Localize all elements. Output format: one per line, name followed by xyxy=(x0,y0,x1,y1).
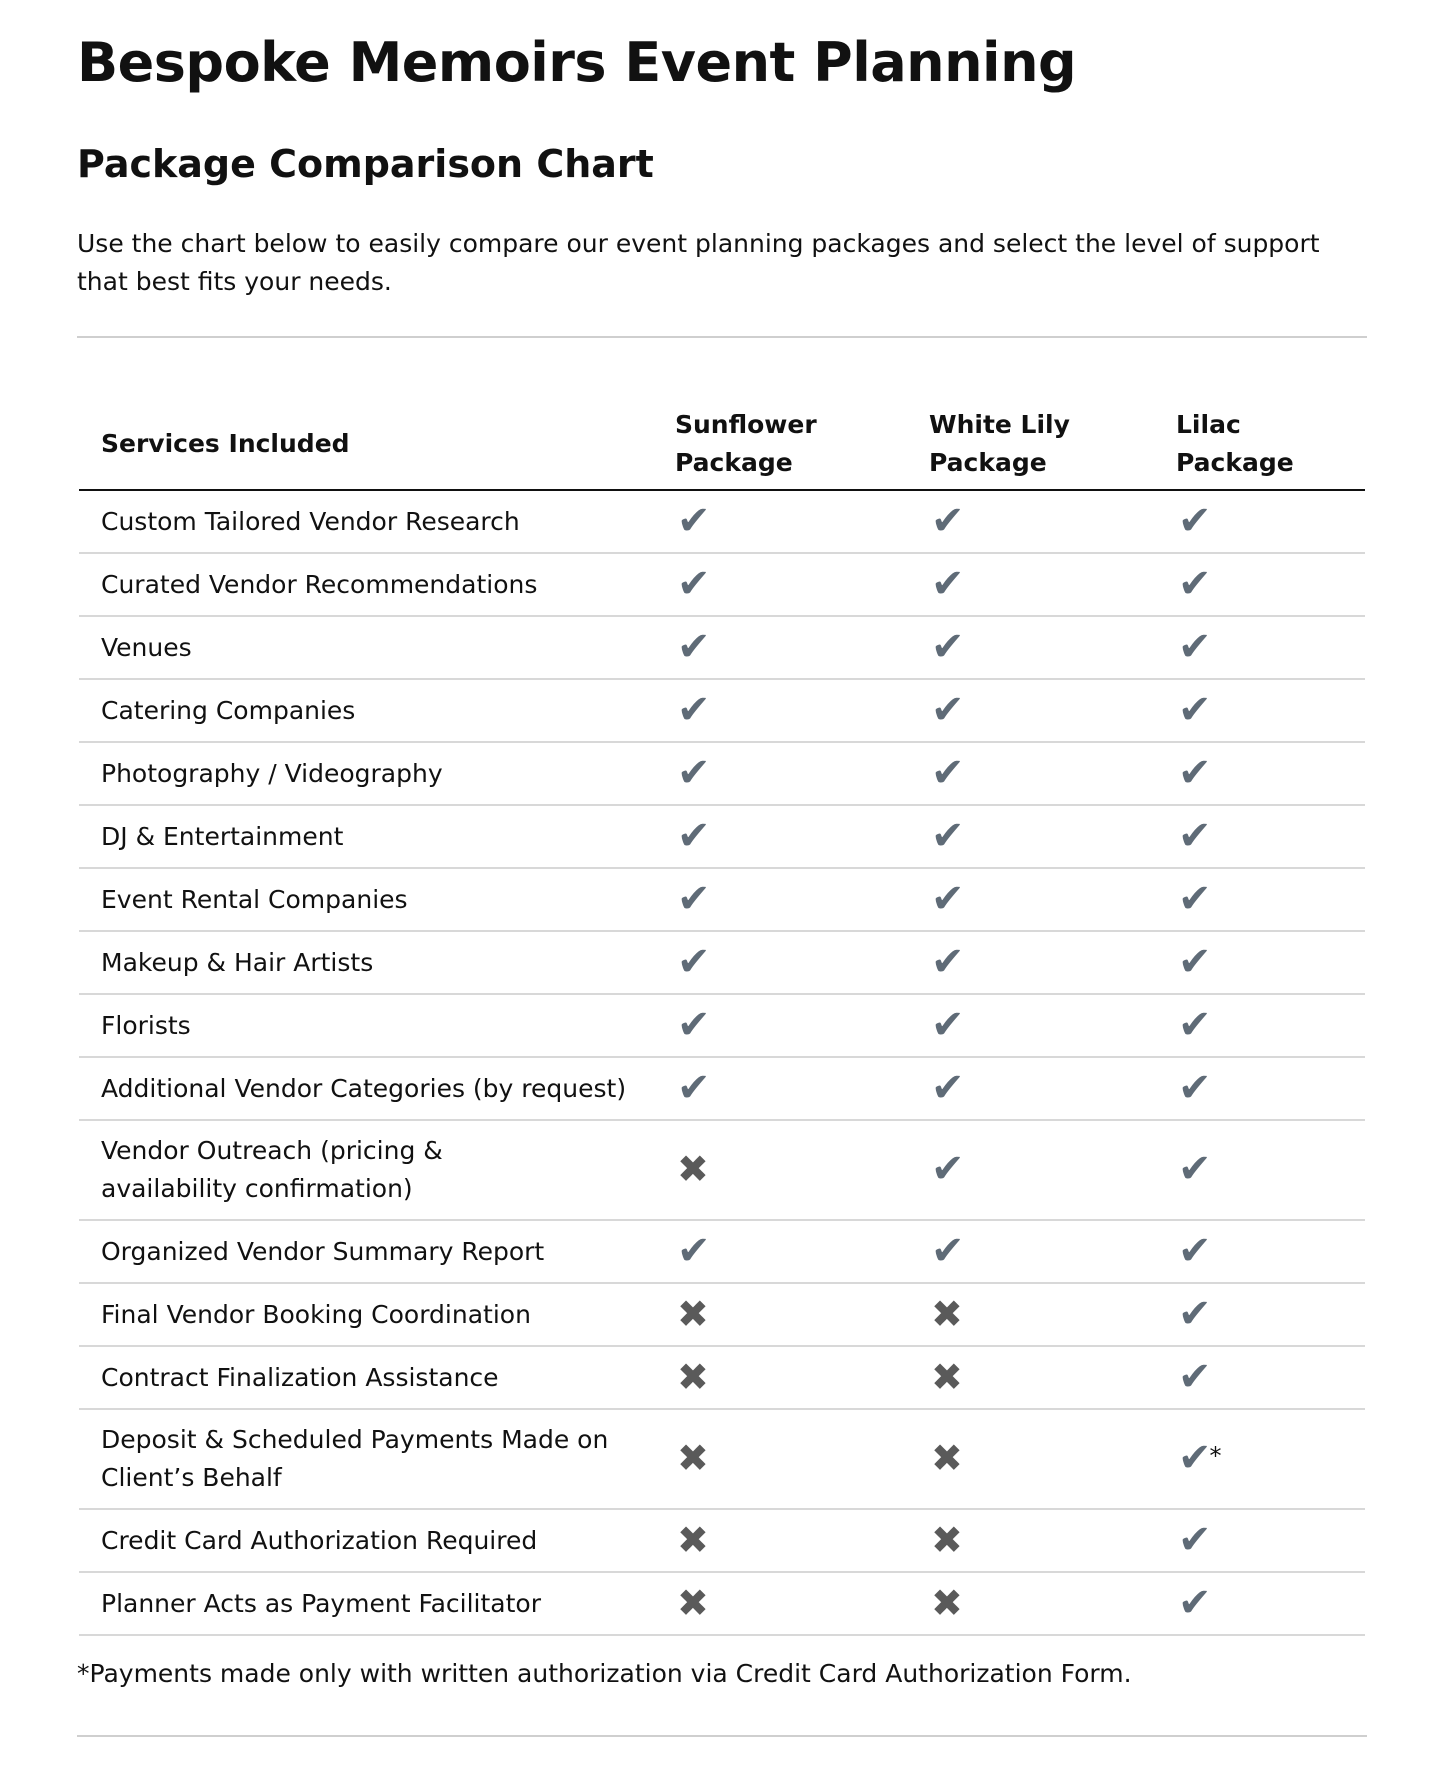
service-name: Florists xyxy=(79,994,675,1057)
checkmark-icon: ✔ xyxy=(931,623,965,670)
checkmark-icon: ✔ xyxy=(1178,1435,1212,1481)
cell-lilac xyxy=(1176,868,1365,931)
cell-sunflower xyxy=(675,931,929,994)
service-name: Vendor Outreach (pricing & availability confirmation) xyxy=(79,1120,675,1220)
checkmark-icon: ✔ xyxy=(931,875,965,922)
checkmark-icon: ✔ xyxy=(677,812,711,859)
cell-sunflower xyxy=(675,1409,929,1509)
service-name: Curated Vendor Recommendations xyxy=(79,553,675,616)
cross-icon: ✖ xyxy=(677,1436,709,1480)
table-row xyxy=(79,805,1365,868)
table-row xyxy=(79,931,1365,994)
cell-lilac xyxy=(1176,1572,1365,1635)
column-header-sunflower xyxy=(675,398,929,490)
service-name: Event Rental Companies xyxy=(79,868,675,931)
table-row xyxy=(79,490,1365,553)
cross-icon: ✖ xyxy=(931,1517,963,1562)
cell-white-lily xyxy=(929,679,1176,742)
checkmark-icon: ✔ xyxy=(1178,1516,1212,1563)
cell-sunflower xyxy=(675,742,929,805)
cell-white-lily xyxy=(929,1572,1176,1635)
cell-white-lily xyxy=(929,616,1176,679)
cell-sunflower xyxy=(675,490,929,553)
checkmark-icon: ✔ xyxy=(1178,560,1212,607)
cell-lilac xyxy=(1176,1120,1365,1220)
cell-white-lily xyxy=(929,868,1176,931)
cross-icon: ✖ xyxy=(677,1291,709,1336)
service-name: Planner Acts as Payment Facilitator xyxy=(79,1572,675,1635)
cross-icon: ✖ xyxy=(931,1436,963,1480)
cell-white-lily xyxy=(929,994,1176,1057)
cell-sunflower xyxy=(675,679,929,742)
table-row xyxy=(79,1409,1365,1509)
cross-icon: ✖ xyxy=(677,1580,709,1625)
checkmark-icon: ✔ xyxy=(931,1227,965,1274)
service-name: Organized Vendor Summary Report xyxy=(79,1220,675,1283)
table-row xyxy=(79,1509,1365,1572)
checkmark-icon: ✔ xyxy=(931,560,965,607)
table-row xyxy=(79,1220,1365,1283)
intro-text: Use the chart below to easily compare our event planning packages and select the level of support that best fits your needs. xyxy=(77,229,1320,296)
checkmark-icon: ✔ xyxy=(1178,875,1212,922)
checkmark-icon: ✔ xyxy=(1178,1290,1212,1337)
column-header-sunflower-label: Sunflower Package xyxy=(675,409,817,477)
cell-sunflower xyxy=(675,1283,929,1346)
column-header-lilac-label: Lilac Package xyxy=(1176,409,1294,477)
table-row xyxy=(79,1572,1365,1635)
checkmark-icon: ✔ xyxy=(1178,1579,1212,1626)
checkmark-icon: ✔ xyxy=(931,812,965,859)
checkmark-icon: ✔ xyxy=(1178,1001,1212,1048)
cell-sunflower xyxy=(675,868,929,931)
cell-sunflower xyxy=(675,1572,929,1635)
checkmark-icon: ✔ xyxy=(677,938,711,985)
checkmark-icon: ✔ xyxy=(1178,749,1212,796)
cell-lilac xyxy=(1176,1509,1365,1572)
cell-white-lily xyxy=(929,931,1176,994)
service-name: DJ & Entertainment xyxy=(79,805,675,868)
column-header-lilac xyxy=(1176,398,1365,490)
checkmark-icon: ✔ xyxy=(677,749,711,796)
chart-subtitle: Package Comparison Chart xyxy=(77,142,654,186)
cell-lilac xyxy=(1176,931,1365,994)
footnote-marker: * xyxy=(1209,1442,1222,1470)
cell-sunflower xyxy=(675,994,929,1057)
checkmark-icon: ✔ xyxy=(931,938,965,985)
table-row xyxy=(79,1283,1365,1346)
cell-lilac xyxy=(1176,616,1365,679)
cell-lilac xyxy=(1176,1283,1365,1346)
cell-lilac xyxy=(1176,994,1365,1057)
checkmark-icon: ✔ xyxy=(677,1064,711,1111)
table-row xyxy=(79,994,1365,1057)
cell-lilac xyxy=(1176,1346,1365,1409)
cell-white-lily xyxy=(929,1120,1176,1220)
bottom-divider xyxy=(77,1735,1367,1737)
checkmark-icon: ✔ xyxy=(677,875,711,922)
service-name: Venues xyxy=(79,616,675,679)
checkmark-icon: ✔ xyxy=(931,1146,965,1192)
cell-sunflower xyxy=(675,616,929,679)
cell-sunflower xyxy=(675,805,929,868)
checkmark-icon: ✔ xyxy=(677,623,711,670)
cell-lilac xyxy=(1176,1057,1365,1120)
table-row xyxy=(79,1120,1365,1220)
cell-lilac xyxy=(1176,1409,1365,1509)
checkmark-icon: ✔ xyxy=(931,1001,965,1048)
table-row xyxy=(79,1057,1365,1120)
cross-icon: ✖ xyxy=(677,1517,709,1562)
cell-sunflower xyxy=(675,1057,929,1120)
cell-lilac xyxy=(1176,553,1365,616)
cell-white-lily xyxy=(929,805,1176,868)
column-header-services: Services Included xyxy=(79,398,675,490)
table-row xyxy=(79,553,1365,616)
cell-white-lily xyxy=(929,1283,1176,1346)
cell-white-lily xyxy=(929,1509,1176,1572)
checkmark-icon: ✔ xyxy=(677,1227,711,1274)
cell-white-lily xyxy=(929,1057,1176,1120)
checkmark-icon: ✔ xyxy=(1178,1227,1212,1274)
checkmark-icon: ✔ xyxy=(931,497,965,544)
page-title: Bespoke Memoirs Event Planning xyxy=(77,31,1077,94)
cell-lilac xyxy=(1176,805,1365,868)
checkmark-icon: ✔ xyxy=(1178,1146,1212,1192)
service-name: Credit Card Authorization Required xyxy=(79,1509,675,1572)
checkmark-icon: ✔ xyxy=(1178,1064,1212,1111)
cell-white-lily xyxy=(929,1220,1176,1283)
cross-icon: ✖ xyxy=(677,1354,709,1399)
checkmark-icon: ✔ xyxy=(1178,938,1212,985)
cross-icon: ✖ xyxy=(931,1291,963,1336)
checkmark-icon: ✔ xyxy=(931,686,965,733)
cell-white-lily xyxy=(929,490,1176,553)
checkmark-icon: ✔ xyxy=(1178,497,1212,544)
table-row xyxy=(79,679,1365,742)
cell-white-lily xyxy=(929,1346,1176,1409)
table-header-row xyxy=(79,398,1365,490)
cell-lilac xyxy=(1176,1220,1365,1283)
top-divider xyxy=(77,336,1367,338)
checkmark-icon: ✔ xyxy=(931,749,965,796)
service-name: Contract Finalization Assistance xyxy=(79,1346,675,1409)
cell-white-lily xyxy=(929,742,1176,805)
cell-sunflower xyxy=(675,1120,929,1220)
cell-sunflower xyxy=(675,1220,929,1283)
service-name: Catering Companies xyxy=(79,679,675,742)
service-name: Deposit & Scheduled Payments Made on Client’s Behalf xyxy=(79,1409,675,1509)
checkmark-icon: ✔ xyxy=(677,1001,711,1048)
comparison-table xyxy=(79,398,1365,1636)
checkmark-icon: ✔ xyxy=(931,1064,965,1111)
cell-sunflower xyxy=(675,1346,929,1409)
service-name: Photography / Videography xyxy=(79,742,675,805)
cross-icon: ✖ xyxy=(677,1147,709,1191)
table-row xyxy=(79,868,1365,931)
cell-white-lily xyxy=(929,553,1176,616)
checkmark-icon: ✔ xyxy=(1178,623,1212,670)
cell-sunflower xyxy=(675,1509,929,1572)
table-row xyxy=(79,1346,1365,1409)
service-name: Custom Tailored Vendor Research xyxy=(79,490,675,553)
checkmark-icon: ✔ xyxy=(677,686,711,733)
checkmark-icon: ✔ xyxy=(677,560,711,607)
footnote: *Payments made only with written authorization via Credit Card Authorization Form. xyxy=(77,1659,1132,1688)
cross-icon: ✖ xyxy=(931,1580,963,1625)
column-header-white-lily-label: White Lily Package xyxy=(929,409,1070,477)
table-row xyxy=(79,616,1365,679)
checkmark-icon: ✔ xyxy=(1178,812,1212,859)
checkmark-icon: ✔ xyxy=(1178,686,1212,733)
service-name: Final Vendor Booking Coordination xyxy=(79,1283,675,1346)
cell-white-lily xyxy=(929,1409,1176,1509)
service-name: Additional Vendor Categories (by request) xyxy=(79,1057,675,1120)
column-header-white-lily xyxy=(929,398,1176,490)
table-body xyxy=(79,490,1365,1635)
cross-icon: ✖ xyxy=(931,1354,963,1399)
checkmark-icon: ✔ xyxy=(1178,1353,1212,1400)
cell-lilac xyxy=(1176,490,1365,553)
cell-lilac xyxy=(1176,742,1365,805)
cell-sunflower xyxy=(675,553,929,616)
table-row xyxy=(79,742,1365,805)
cell-lilac xyxy=(1176,679,1365,742)
checkmark-icon: ✔ xyxy=(677,497,711,544)
service-name: Makeup & Hair Artists xyxy=(79,931,675,994)
